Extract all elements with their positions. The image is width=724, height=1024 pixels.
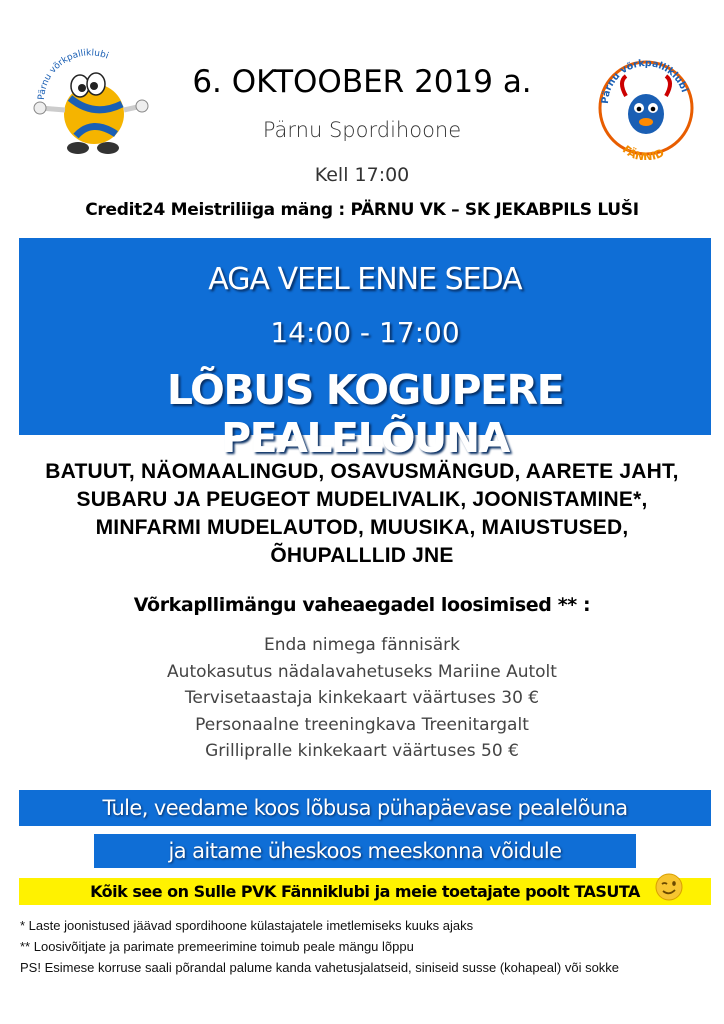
support-bar: ja aitame üheskoos meeskonna võidule [94,834,636,868]
footnote-prizes: ** Loosivõitjate ja parimate premeerimine toimub peale mängu lõppu [20,939,414,954]
prize-item: Tervisetaastaja kinkekaart väärtuses 30 € [184,688,540,708]
highlight-banner [19,238,711,462]
wink-emoji-icon [654,872,684,902]
event-venue: Pärnu Spordihoone [262,118,462,142]
lottery-title: Võrkapllimängu vaheaegadel loosimised ** : [133,594,591,616]
invite-bar: Tule, veedame koos lõbusa pühapäevase pealelõuna [19,790,711,826]
prize-item: Enda nimega fännisärk [263,635,461,655]
event-date: 6. OKTOOBER 2019 a. [192,64,532,100]
prize-item: Autokasutus nädalavahetuseks Mariine Autolt [167,661,557,682]
prize-item: Grillipralle kinkekaart väärtuses 50 € [205,741,519,761]
activities-list: BATUUT, NÄOMAALINGUD, OSAVUSMÄNGUD, AARETE JAHT, SUBARU JA PEUGEOT MUDELIVALIK, JOONISTAMINE*, MINFARMI MUDELAUTOD, MUUSIKA, MAIUSTUSED, ÕHUPALLLID JNE [45,460,679,567]
logo-right-bottom-text: FÄNNID [619,142,667,160]
banner-headline: LÕBUS KOGUPERE PEALELÕUNA [166,366,564,462]
logo-left-text: Pärnu võrkpalliklubi [36,48,110,101]
footnote-drawings: * Laste joonistused jäävad spordihoone külastajatele imetlemiseks kuuks ajaks [20,918,474,933]
free-entry-bar: Kõik see on Sulle PVK Fänniklubi ja meie toetajate poolt TASUTA [19,878,711,905]
prize-item: Personaalne treeningkava Treenitargalt [195,714,529,735]
event-time: Kell 17:00 [314,164,410,186]
banner-time: 14:00 - 17:00 [270,316,460,349]
prize-list [0,632,724,765]
match-title: Credit24 Meistriliiga mäng : PÄRNU VK – SK JEKABPILS LUŠI [85,200,639,220]
banner-line-1: AGA VEEL ENNE SEDA [208,262,522,297]
logo-right-top-text: Pärnu võrkpalliklubi [599,57,690,105]
footnote-footwear: PS! Esimese korruse saali põrandal palume kanda vahetusjalatseid, siniseid susse (kohapeal) või sokke [20,960,620,975]
